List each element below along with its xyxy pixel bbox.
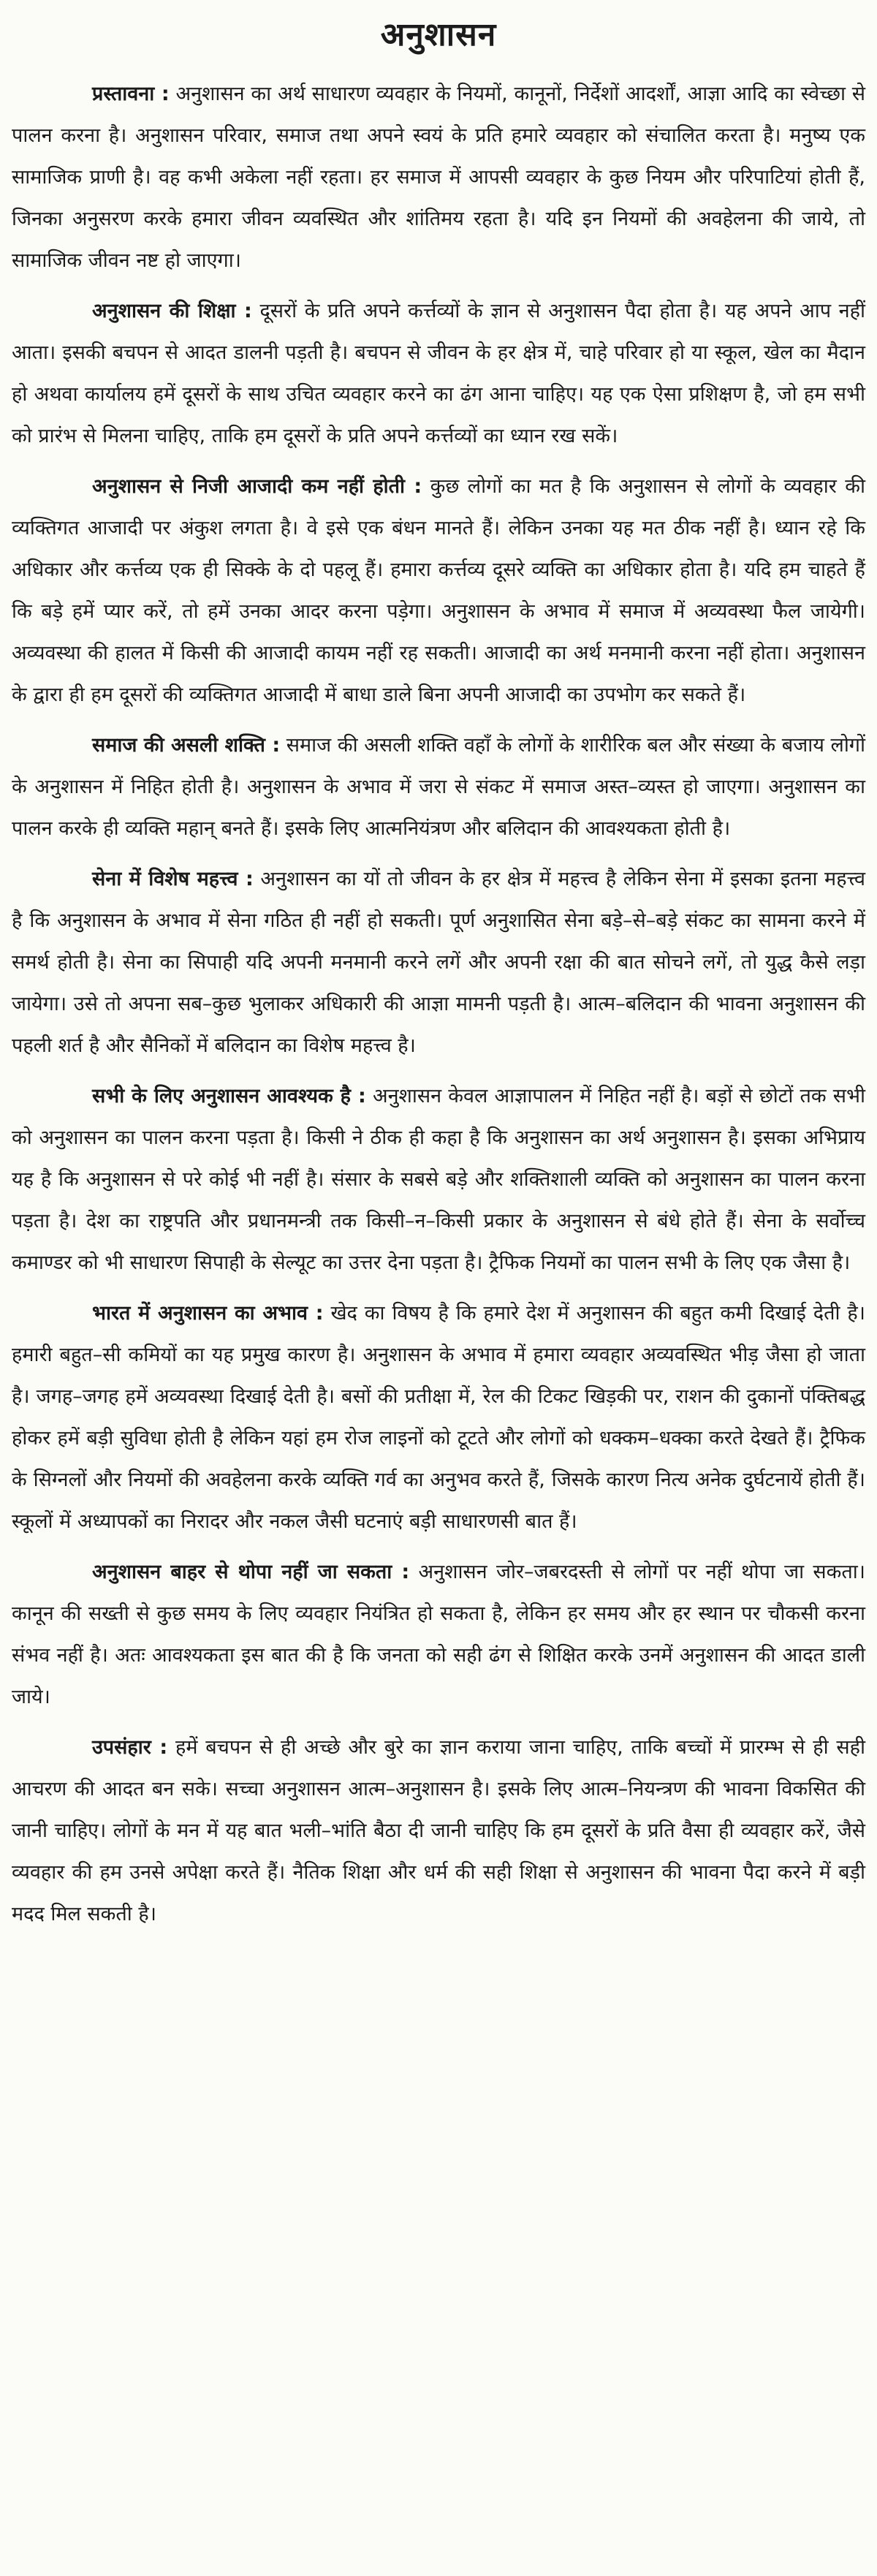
section-heading: अनुशासन से निजी आजादी कम नहीं होती : bbox=[92, 475, 422, 498]
section-conclusion bbox=[12, 1727, 865, 1935]
section-text: अनुशासन का अर्थ साधारण व्यवहार के नियमों, कानूनों, निर्देशों आदर्शों, आज्ञा आदि का स्वेच्छा से पालन करना है। अनुशासन परिवार, समाज तथा अपने स्वयं के प्रति हमारे व्यवहार को संचालित करता है। मनुष्य एक सामाजिक प्राणी है। वह कभी अकेला नहीं रहता। हर समाज में आपसी व्यवहार के कुछ नियम और परिपाटियां होती हैं, जिनका अनुसरण करके हमारा जीवन व्यवस्थित और शांतिमय रहता है। यदि इन नियमों की अवहेलना की जाये, तो सामाजिक जीवन नष्ट हो जाएगा। bbox=[12, 83, 865, 272]
section-heading: अनुशासन बाहर से थोपा नहीं जा सकता : bbox=[92, 1561, 410, 1583]
section-heading: प्रस्तावना : bbox=[92, 83, 170, 105]
section-text: कुछ लोगों का मत है कि अनुशासन से लोगों के व्यवहार की व्यक्तिगत आजादी पर अंकुश लगता है। वे इसे एक बंधन मानते हैं। लेकिन उनका यह मत ठीक नहीं है। ध्यान रहे कि अधिकार और कर्त्तव्य एक ही सिक्के के दो पहलू हैं। हमारा कर्त्तव्य दूसरे व्यक्ति का अधिकार होता है। यदि हम चाहते हैं कि बड़े हमें प्यार करें, तो हमें उनका आदर करना पड़ेगा। अनुशासन के अभाव में समाज में अव्यवस्था फैल जायेगी। अव्यवस्था की हालत में किसी की आजादी कायम नहीं रह सकती। आजादी का अर्थ मनमानी करना नहीं होता। अनुशासन के द्वारा ही हम दूसरों की व्यक्तिगत आजादी में बाधा डाले बिना अपनी आजादी का उपभोग कर सकते हैं। bbox=[12, 475, 865, 706]
section-heading: उपसंहार : bbox=[92, 1736, 168, 1759]
section-heading: अनुशासन की शिक्षा : bbox=[92, 300, 252, 322]
section-cannot-be-imposed bbox=[12, 1551, 865, 1718]
section-text: समाज की असली शक्ति वहाँ के लोगों के शारीरिक बल और संख्या के बजाय लोगों के अनुशासन में निहित होती है। अनुशासन के अभाव में जरा से संकट में समाज अस्त–व्यस्त हो जाएगा। अनुशासन का पालन करके ही व्यक्ति महान् बनते हैं। इसके लिए आत्मनियंत्रण और बलिदान की आवश्यकता होती है। bbox=[12, 734, 866, 840]
section-lack-in-india bbox=[12, 1292, 865, 1542]
section-necessary-for-all bbox=[12, 1075, 865, 1284]
section-introduction bbox=[12, 73, 865, 281]
section-text: अनुशासन का यों तो जीवन के हर क्षेत्र में महत्त्व है लेकिन सेना में इसका इतना महत्त्व है कि अनुशासन के अभाव में सेना गठित ही नहीं हो सकती। पूर्ण अनुशासित सेना बड़े–से–बड़े संकट का सामना करने में समर्थ होती है। सेना का सिपाही यदि अपनी मनमानी करने लगें और अपनी रक्षा की बात सोचने लगें, तो युद्ध कैसे लड़ा जायेगा। उसे तो अपना सब–कुछ भुलाकर अधिकारी की आज्ञा मामनी पड़ती है। आत्म–बलिदान की भावना अनुशासन की पहली शर्त है और सैनिकों में बलिदान का विशेष महत्त्व है। bbox=[12, 868, 865, 1057]
page-title: अनुशासन bbox=[380, 16, 497, 53]
section-society-strength bbox=[12, 724, 865, 849]
section-army bbox=[12, 858, 865, 1067]
section-text: अनुशासन केवल आज्ञापालन में निहित नहीं है। बड़ों से छोटों तक सभी को अनुशासन का पालन करना पड़ता है। किसी ने ठीक ही कहा है कि अनुशासन का अर्थ अनुशासन है। इसका अभिप्राय यह है कि अनुशासन से परे कोई भी नहीं है। संसार के सबसे बड़े और शक्तिशाली व्यक्ति को अनुशासन का पालन करना पड़ता है। देश का राष्ट्रपति और प्रधानमन्त्री तक किसी–न–किसी प्रकार के अनुशासन से बंधे होते हैं। सेना के सर्वोच्च कमाण्डर को भी साधारण सिपाही के सेल्यूट का उत्तर देना पड़ता है। ट्रैफिक नियमों का पालन सभी के लिए एक जैसा है। bbox=[12, 1085, 866, 1274]
section-freedom bbox=[12, 466, 865, 716]
section-heading: सभी के लिए अनुशासन आवश्यक है : bbox=[92, 1085, 366, 1107]
section-text: दूसरों के प्रति अपने कर्त्तव्यों के ज्ञान से अनुशासन पैदा होता है। यह अपने आप नहीं आता। इसकी बचपन से आदत डालनी पड़ती है। बचपन से जीवन के हर क्षेत्र में, चाहे परिवार हो या स्कूल, खेल का मैदान हो अथवा कार्यालय हमें दूसरों के साथ उचित व्यवहार करने का ढंग आना चाहिए। यह एक ऐसा प्रशिक्षण है, जो हम सभी को प्रारंभ से मिलना चाहिए, ताकि हम दूसरों के प्रति अपने कर्त्तव्यों का ध्यान रख सकें। bbox=[12, 300, 865, 447]
section-text: हमें बचपन से ही अच्छे और बुरे का ज्ञान कराया जाना चाहिए, ताकि बच्चों में प्रारम्भ से ही सही आचरण की आदत बन सके। सच्चा अनुशासन आत्म–अनुशासन है। इसके लिए आत्म–नियन्त्रण की भावना विकसित की जानी चाहिए। लोगों के मन में यह बात भली–भांति बैठा दी जानी चाहिए कि हम दूसरों के प्रति वैसा ही व्यवहार करें, जैसे व्यवहार की हम उनसे अपेक्षा करते हैं। नैतिक शिक्षा और धर्म की सही शिक्षा से अनुशासन की भावना पैदा करने में बड़ी मदद मिल सकती है। bbox=[12, 1736, 865, 1925]
section-text: अनुशासन जोर–जबरदस्ती से लोगों पर नहीं थोपा जा सकता। कानून की सख्ती से कुछ समय के लिए व्यवहार नियंत्रित हो सकता है, लेकिन हर समय और हर स्थान पर चौकसी करना संभव नहीं है। अतः आवश्यकता इस बात की है कि जनता को सही ढंग से शिक्षित करके उनमें अनुशासन की आदत डाली जाये। bbox=[12, 1561, 865, 1708]
section-education bbox=[12, 290, 865, 457]
section-heading: भारत में अनुशासन का अभाव : bbox=[92, 1302, 324, 1325]
section-heading: सेना में विशेष महत्त्व : bbox=[92, 868, 254, 890]
section-heading: समाज की असली शक्ति : bbox=[92, 734, 281, 757]
section-text: खेद का विषय है कि हमारे देश में अनुशासन की बहुत कमी दिखाई देती है। हमारी बहुत–सी कमियों का यह प्रमुख कारण है। अनुशासन के अभाव में हमारा व्यवहार अव्यवस्थित भीड़ जैसा हो जाता है। जगह–जगह हमें अव्यवस्था दिखाई देती है। बसों की प्रतीक्षा में, रेल की टिकट खिड़की पर, राशन की दुकानों पंक्तिबद्ध होकर हमें बड़ी सुविधा होती है लेकिन यहां हम रोज लाइनों को टूटते और लोगों को धक्कम–धक्का करते देखते हैं। ट्रैफिक के सिग्नलों और नियमों की अवहेलना करके व्यक्ति गर्व का अनुभव करते हैं, जिसके कारण नित्य अनेक दुर्घटनायें होती हैं। स्कूलों में अध्यापकों का निरादर और नकल जैसी घटनाएं बड़ी साधारणसी बात हैं। bbox=[12, 1302, 865, 1533]
